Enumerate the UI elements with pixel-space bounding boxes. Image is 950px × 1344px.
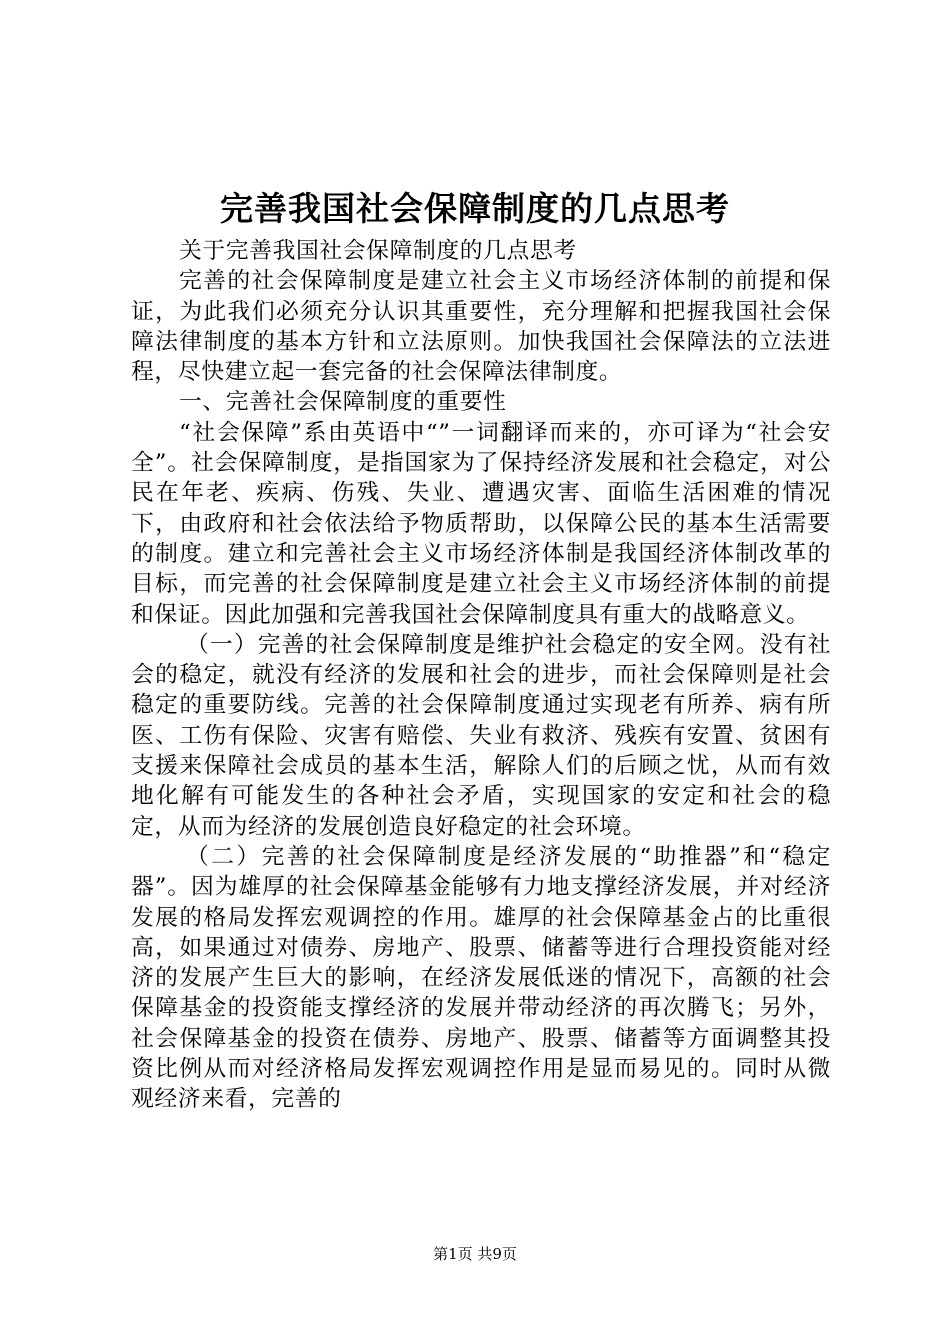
intro-paragraph: 完善的社会保障制度是建立社会主义市场经济体制的前提和保证，为此我们必须充分认识其重要性，充分理解和把握我国社会保障法律制度的基本方针和立法原则。加快我国社会保障法的立法进程，尽快建立起一套完备的社会保障法律制度。 [131, 268, 831, 386]
section-heading: 一、完善社会保障制度的重要性 [179, 389, 507, 416]
point-two-paragraph: （二）完善的社会保障制度是经济发展的“助推器”和“稳定器”。因为雄厚的社会保障基金能够有力地支撑经济发展，并对经济发展的格局发挥宏观调控的作用。雄厚的社会保障基金占的比重很高，如果通过对债券、房地产、股票、储蓄等进行合理投资能对经济的发展产生巨大的影响，在经济发展低迷的情况下，高额的社会保障基金的投资能支撑经济的发展并带动经济的再次腾飞；另外，社会保障基金的投资在债券、房地产、股票、储蓄等方面调整其投资比例从而对经济格局发挥宏观调控作用是显而易见的。同时从微观经济来看，完善的 [131, 843, 831, 1113]
point-one-paragraph: （一）完善的社会保障制度是维护社会稳定的安全网。没有社会的稳定，就没有经济的发展和社会的进步，而社会保障则是社会稳定的重要防线。完善的社会保障制度通过实现老有所养、病有所医、工伤有保险、灾害有赔偿、失业有救济、残疾有安置、贫困有支援来保障社会成员的基本生活，解除人们的后顾之忧，从而有效地化解有可能发生的各种社会矛盾，实现国家的安定和社会的稳定，从而为经济的发展创造良好稳定的社会环境。 [131, 631, 831, 840]
document-body [131, 236, 831, 1115]
subtitle-paragraph: 关于完善我国社会保障制度的几点思考 [179, 238, 577, 264]
definition-paragraph: “社会保障”系由英语中“”一词翻译而来的，亦可译为“社会安全”。社会保障制度，是指国家为了保持经济发展和社会稳定，对公民在年老、疾病、伤残、失业、遭遇灾害、面临生活困难的情况下，由政府和社会依法给予物质帮助，以保障公民的基本生活需要的制度。建立和完善社会主义市场经济体制是我国经济体制改革的目标，而完善的社会保障制度是建立社会主义市场经济体制的前提和保证。因此加强和完善我国社会保障制度具有重大的战略意义。 [131, 419, 831, 628]
page-number-footer: 第1页 共9页 [433, 1245, 517, 1263]
document-title: 完善我国社会保障制度的几点思考 [220, 189, 730, 228]
